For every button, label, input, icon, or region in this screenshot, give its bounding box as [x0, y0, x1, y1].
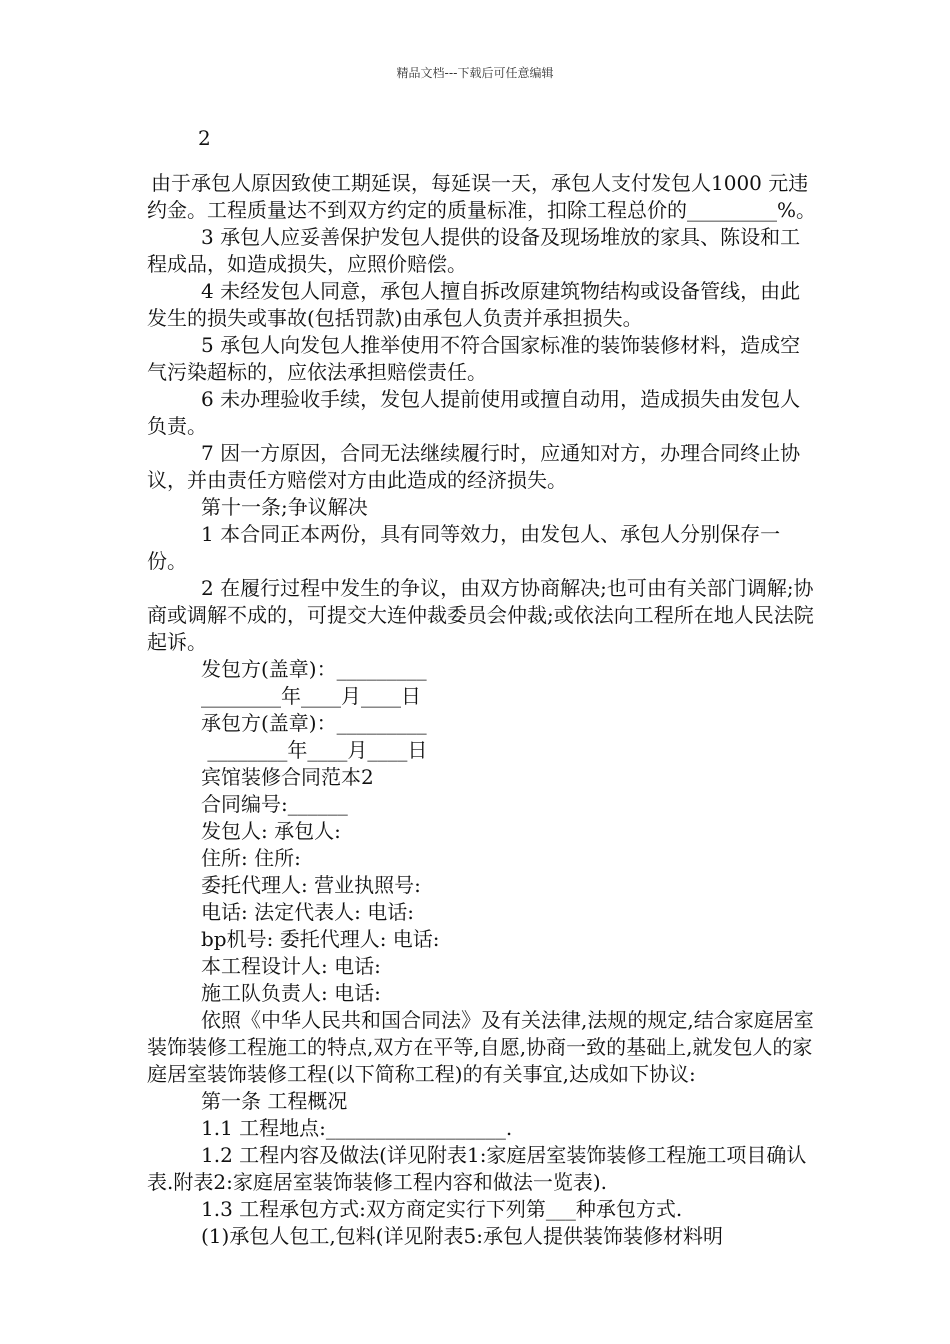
page-header: 精品文档---下载后可任意编辑: [396, 66, 554, 80]
form-line: 住所: 住所:: [201, 846, 301, 870]
paragraph: 5 承包人向发包人推举使用不符合国家标准的装饰装修材料，造成空气污染超标的，应依法承担赔偿责任。: [147, 333, 801, 384]
signature-line: 承包方(盖章)：_________: [201, 711, 427, 735]
date-line: ________年____月____日: [201, 738, 428, 762]
form-line: bp机号: 委托代理人: 电话:: [201, 927, 440, 951]
paragraph: (1)承包人包工,包料(详见附表5:承包人提供装饰装修材料明: [201, 1224, 723, 1248]
paragraph: 6 未办理验收手续，发包人提前使用或擅自动用，造成损失由发包人负责。: [147, 387, 801, 438]
form-line: 委托代理人: 营业执照号:: [201, 873, 421, 897]
paragraph: 4 未经发包人同意，承包人擅自拆改原建筑物结构或设备管线，由此发生的损失或事故(包括罚款)由承包人负责并承担损失。: [147, 279, 801, 330]
paragraph: 1.3 工程承包方式:双方商定实行下列第___种承包方式.: [201, 1197, 683, 1221]
paragraph: 2 在履行过程中发生的争议，由双方协商解决;也可由有关部门调解;协商或调解不成的，可提交大连仲裁委员会仲裁;或依法向工程所在地人民法院起诉。: [147, 576, 814, 654]
form-line: 电话: 法定代表人: 电话:: [201, 900, 414, 924]
document-title: 宾馆装修合同范本2: [201, 765, 374, 789]
page-number: 2: [198, 126, 211, 150]
form-line: 发包人: 承包人:: [201, 819, 341, 843]
paragraph: 依照《中华人民共和国合同法》及有关法律,法规的规定,结合家庭居室装饰装修工程施工的特点,双方在平等,自愿,协商一致的基础上,就发包人的家庭居室装饰装修工程(以下简称工程)的有关事宜,达成如下协议:: [147, 1008, 814, 1086]
paragraph: 3 承包人应妥善保护发包人提供的设备及现场堆放的家具、陈设和工程成品，如造成损失，应照价赔偿。: [147, 225, 801, 276]
paragraph: 1.1 工程地点:__________________.: [201, 1116, 513, 1140]
form-line: 本工程设计人: 电话:: [201, 954, 381, 978]
form-line: 合同编号:______: [201, 792, 348, 816]
paragraph: 由于承包人原因致使工期延误，每延误一天，承包人支付发包人1000 元违约金。工程质量达不到双方约定的质量标准，扣除工程总价的_________%。: [147, 171, 817, 222]
section-heading: 第一条 工程概况: [201, 1089, 348, 1113]
paragraph: 7 因一方原因，合同无法继续履行时，应通知对方，办理合同终止协议，并由责任方赔偿对方由此造成的经济损失。: [147, 441, 801, 492]
signature-line: 发包方(盖章)：_________: [201, 657, 427, 681]
date-line: ________年____月____日: [201, 684, 421, 708]
paragraph: 1.2 工程内容及做法(详见附表1:家庭居室装饰装修工程施工项目确认表.附表2:家庭居室装饰装修工程内容和做法一览表).: [147, 1143, 807, 1194]
paragraph: 1 本合同正本两份，具有同等效力，由发包人、承包人分别保存一份。: [147, 522, 781, 573]
document-body: [147, 170, 817, 1250]
section-heading: 第十一条;争议解决: [201, 495, 368, 519]
form-line: 施工队负责人: 电话:: [201, 981, 381, 1005]
